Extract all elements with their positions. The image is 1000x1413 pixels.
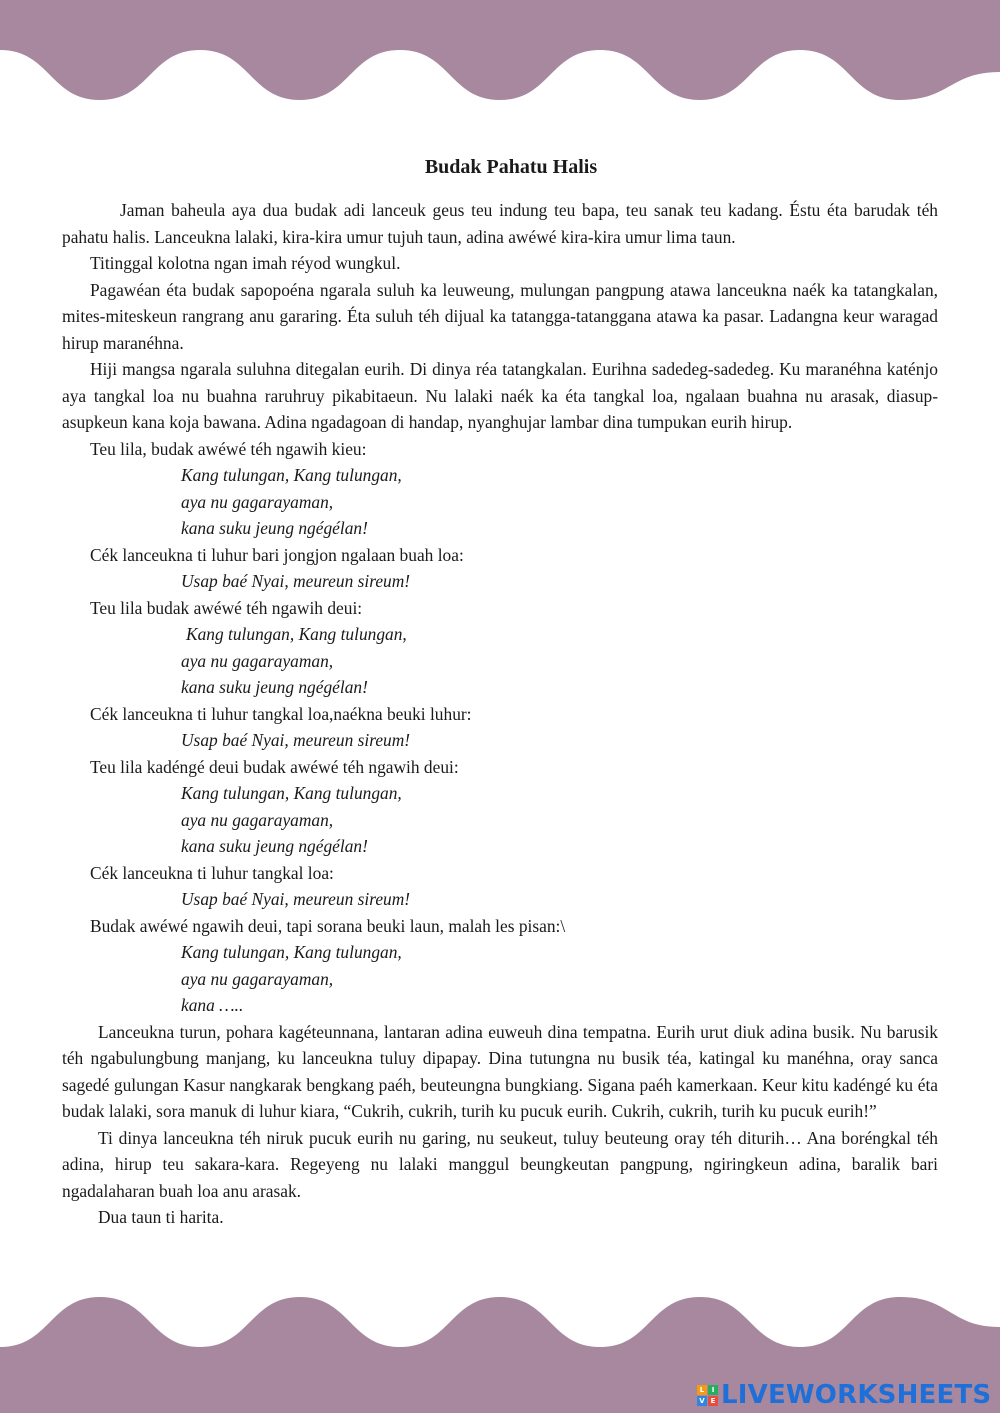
verse-line: aya nu gagarayaman, — [181, 809, 334, 830]
paragraph-1: Jaman baheula aya dua budak adi lanceuk geus teu indung teu bapa, teu sanak teu kadang. Éstu éta barudak téh pahatu halis. Lanceukna lalaki, kira-kira umur tujuh taun, adina awéwé kira-kira umur lima taun. — [62, 200, 938, 247]
logo-letter: E — [708, 1396, 718, 1406]
verse-line: Kang tulungan, Kang tulungan, — [181, 942, 402, 962]
verse-line: kana suku jeung ngégélan! — [181, 677, 368, 697]
verse-line: Kang tulungan, Kang tulungan, — [181, 783, 402, 803]
reply-line: Usap baé Nyai, meureun sireum! — [181, 730, 411, 750]
paragraph-14: Dua taun ti harita. — [98, 1207, 224, 1227]
paragraph-13: Ti dinya lanceukna téh niruk pucuk eurih nu garing, nu seukeut, tuluy beuteung oray téh diturih… Ana boréngkal téh adina, hirup teu sakara-kara. Regeyeng nu lalaki manggul beungkeutan pangpung, ngiringkeun adina, baralik bari ngadalaharan buah loa anu arasak. — [62, 1127, 938, 1201]
verse-line: kana suku jeung ngégélan! — [181, 518, 368, 538]
paragraph-8: Cék lanceukna ti luhur tangkal loa,naékna beuki luhur: — [90, 703, 472, 724]
page-title: Budak Pahatu Halis — [424, 156, 598, 179]
verse-line: Kang tulungan, Kang tulungan, — [186, 624, 407, 644]
paragraph-11: Budak awéwé ngawih deui, tapi sorana beuki laun, malah les pisan:\ — [90, 915, 566, 936]
logo-letter: L — [697, 1385, 707, 1395]
logo-text: LIVEWORKSHEETS — [721, 1380, 992, 1410]
top-wave-shape — [0, 0, 1000, 100]
verse-line: kana suku jeung ngégélan! — [181, 836, 368, 856]
reply-line: Usap baé Nyai, meureun sireum! — [181, 889, 411, 909]
top-wave-decoration — [0, 0, 1000, 110]
paragraph-5: Teu lila, budak awéwé téh ngawih kieu: — [90, 438, 367, 459]
verse-line: aya nu gagarayaman, — [181, 491, 334, 512]
paragraph-2: Titinggal kolotna ngan imah réyod wungkul. — [90, 253, 401, 273]
logo-letter: V — [697, 1396, 707, 1406]
liveworksheets-logo[interactable] — [697, 1379, 991, 1411]
verse-line: aya nu gagarayaman, — [181, 968, 334, 989]
paragraph-10: Cék lanceukna ti luhur tangkal loa: — [90, 862, 334, 883]
logo-letter: I — [708, 1385, 718, 1395]
verse-line: Kang tulungan, Kang tulungan, — [181, 465, 402, 485]
paragraph-12: Lanceukna turun, pohara kagéteunnana, lantaran adina euweuh dina tempatna. Eurih urut diuk adina busik. Nu barusik téh ngabulungbung manjang, ku lanceukna tuluy dipapay. Dina tutungna nu busik téa, katingal ku manéhna, oray sanca sagedé gulungan Kasur nangkarak bengkang paéh, beuteungna bungkiang. Sigana paéh kamerkaan. Keur kitu kadéngé ku éta budak lalaki, sora manuk di luhur kiara, “Cukrih, cukrih, turih ku pucuk eurih. Cukrih, cukrih, turih ku pucuk eurih!” — [62, 1021, 938, 1121]
logo-badge-icon — [697, 1385, 718, 1406]
paragraph-9: Teu lila kadéngé deui budak awéwé téh ngawih deui: — [90, 756, 459, 777]
paragraph-3: Pagawéan éta budak sapopoéna ngarala suluh ka leuweung, mulungan pangpung atawa lanceukna naék ka tatangkalan, mites-miteskeun rangrang anu gararing. Éta suluh téh dijual ka tatangga-tatanggana atawa ka pasar. Ladangna keur waragad hirup maranéhna. — [62, 279, 938, 353]
paragraph-4: Hiji mangsa ngarala suluhna ditegalan eurih. Di dinya réa tatangkalan. Eurihna sadedeg-sadedeg. Ku maranéhna katénjo aya tangkal loa nu buahna raruhruy pikabitaeun. Nu lalaki naék ka éta tangkal loa, ngalaan buahna nu arasak, diasup-asupkeun kana koja bawana. Adina ngadagoan di handap, nyanghujar lambar dina tumpukan eurih hirup. — [62, 359, 938, 432]
paragraph-6: Cék lanceukna ti luhur bari jongjon ngalaan buah loa: — [90, 544, 464, 565]
verse-line: kana ….. — [181, 995, 244, 1015]
paragraph-7: Teu lila budak awéwé téh ngawih deui: — [90, 597, 363, 618]
story-body — [62, 197, 938, 1231]
reply-line: Usap baé Nyai, meureun sireum! — [181, 571, 411, 591]
verse-line: aya nu gagarayaman, — [181, 650, 334, 671]
